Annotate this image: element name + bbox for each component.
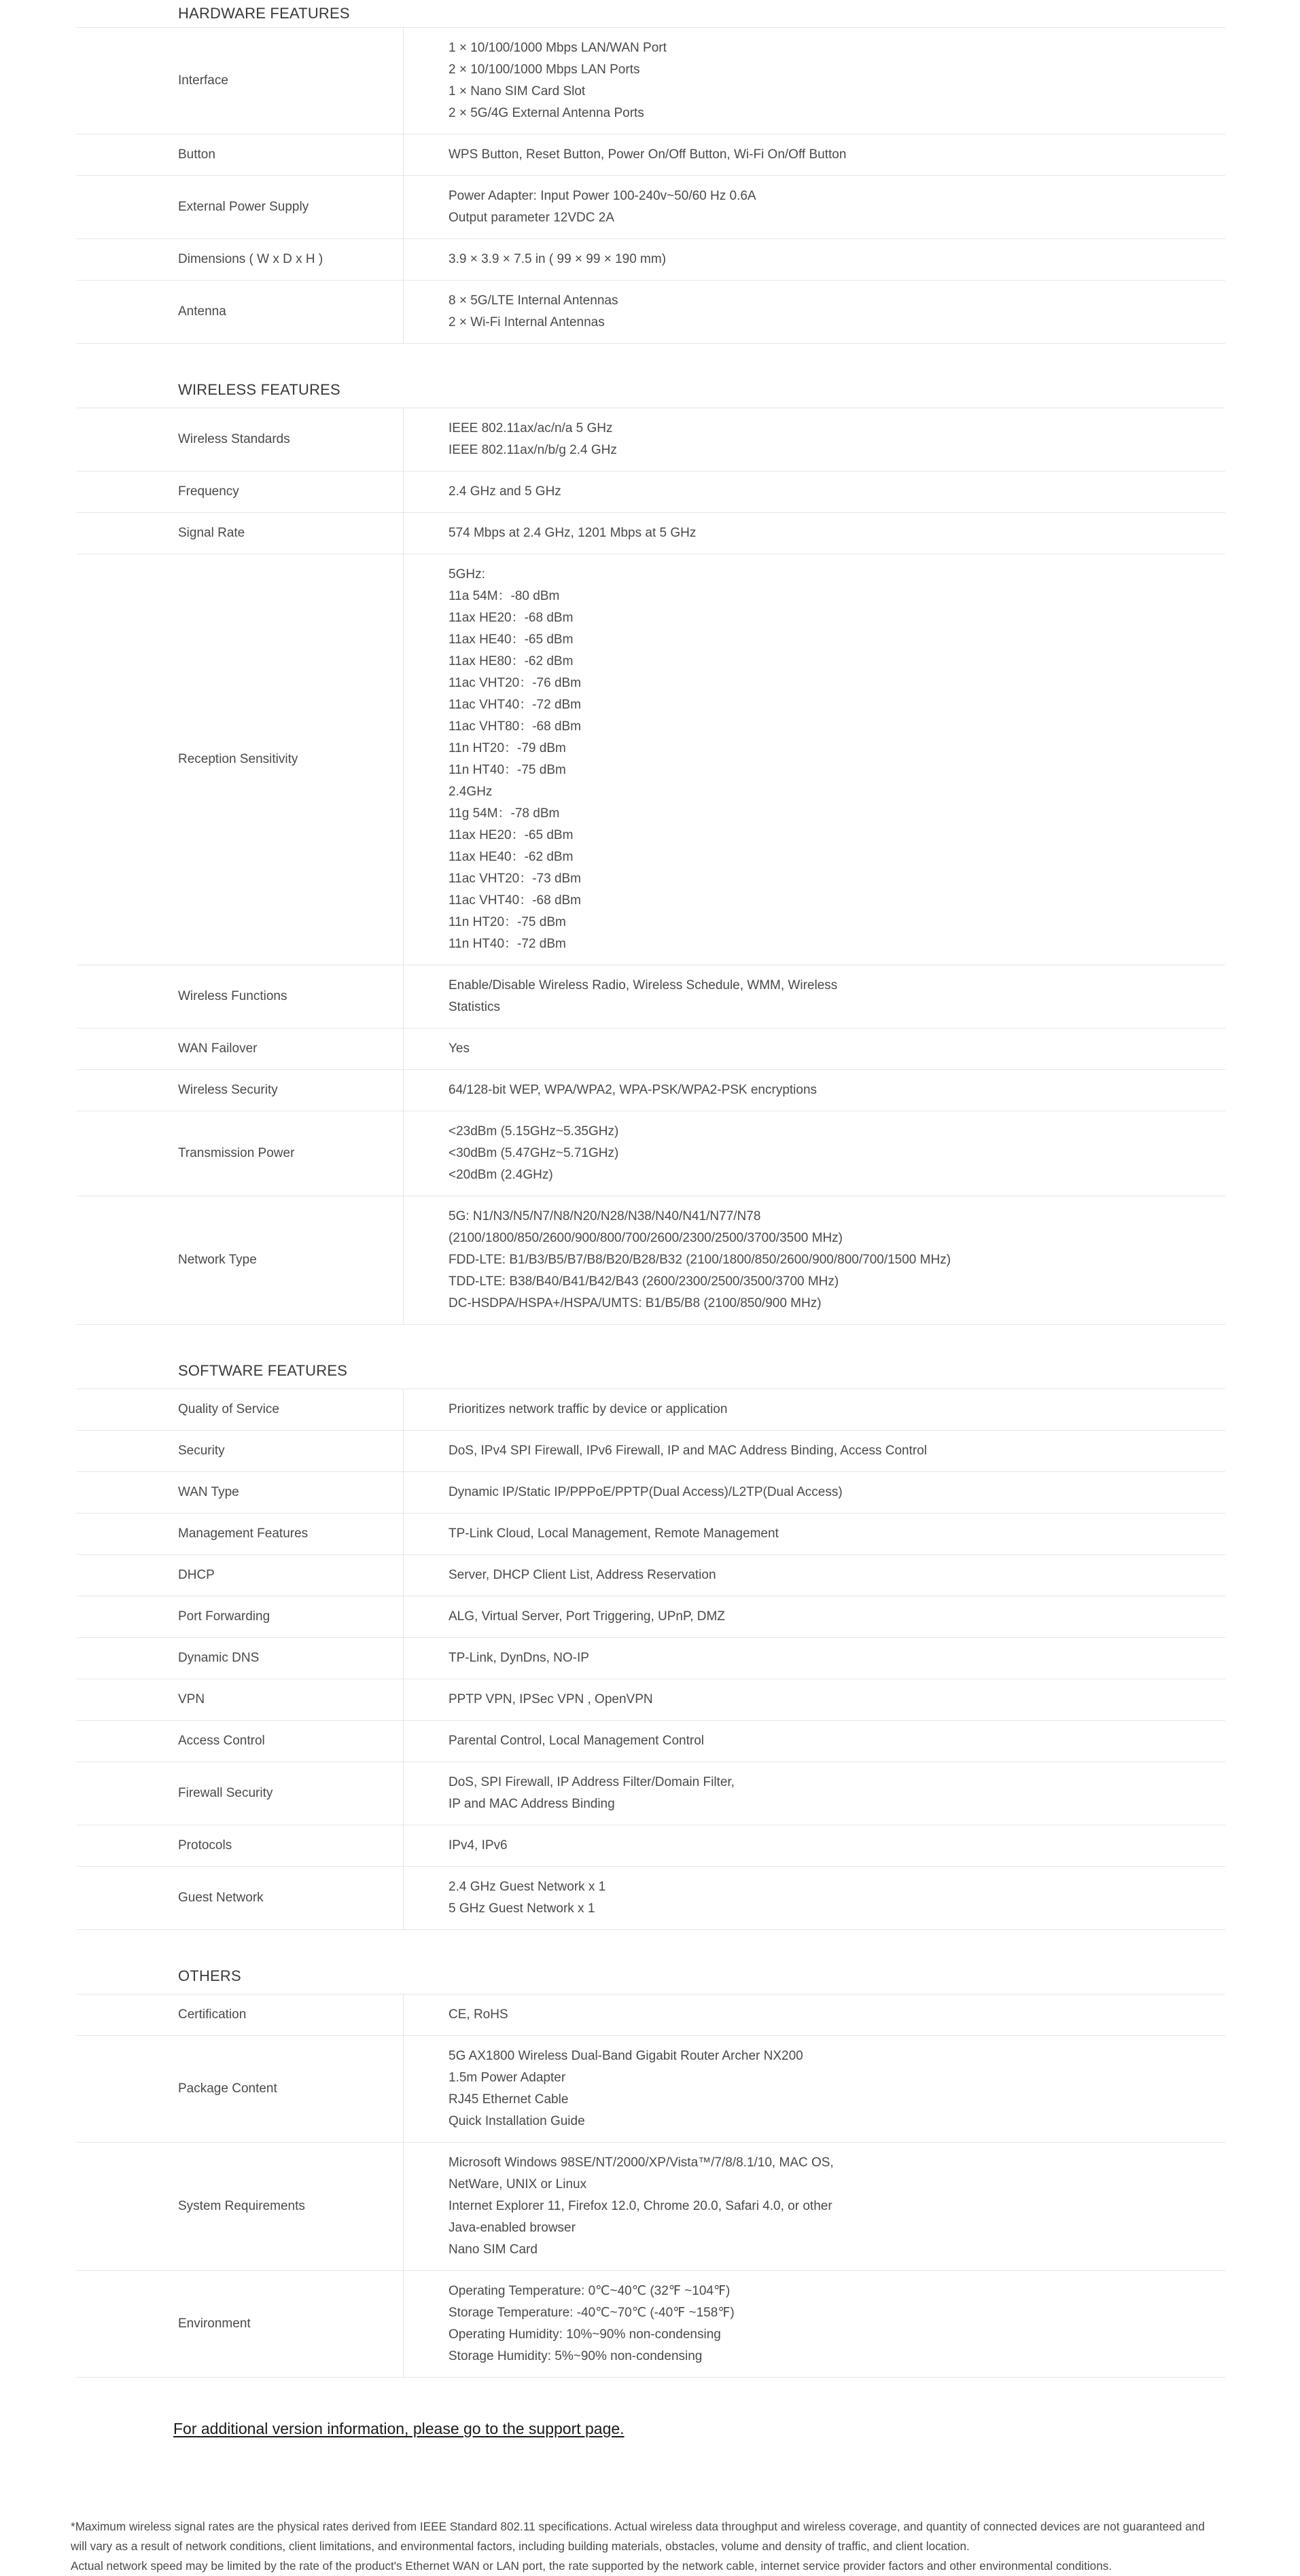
spec-row <box>77 2271 1225 2378</box>
spec-label: Antenna <box>77 281 404 343</box>
spec-value-line: IEEE 802.11ax/ac/n/a 5 GHz <box>449 421 613 435</box>
section-title: HARDWARE FEATURES <box>77 0 1225 28</box>
spec-row <box>77 1070 1225 1111</box>
spec-value-line: 11ac VHT80：-68 dBm <box>449 719 582 734</box>
spec-value <box>404 1070 1225 1111</box>
spec-value <box>404 1867 1225 1929</box>
spec-value-line: FDD-LTE: B1/B3/B5/B7/B8/B20/B28/B32 (2100/1800/850/2600/900/800/700/1500 MHz) <box>449 1253 951 1267</box>
spec-value-line: PPTP VPN, IPSec VPN , OpenVPN <box>449 1692 653 1706</box>
spec-value <box>404 2143 1225 2270</box>
spec-value <box>404 135 1225 175</box>
spec-value-line: Parental Control, Local Management Control <box>449 1734 704 1748</box>
section-title: SOFTWARE FEATURES <box>77 1357 1225 1389</box>
spec-value-line: 11g 54M：-78 dBm <box>449 806 560 821</box>
spec-label: WAN Failover <box>77 1028 404 1069</box>
spec-value <box>404 513 1225 554</box>
spec-value <box>404 1196 1225 1324</box>
spec-value <box>404 1028 1225 1069</box>
spec-row <box>77 1638 1225 1679</box>
spec-value <box>404 2271 1225 2377</box>
footnote <box>71 2517 1240 2576</box>
spec-value <box>404 554 1225 965</box>
spec-value-line: 11n HT20：-79 dBm <box>449 741 566 755</box>
spec-value-line: 1 × Nano SIM Card Slot <box>449 84 586 99</box>
footnote-line: Actual network speed may be limited by the rate of the product's Ethernet WAN or LAN port, the rate supported by the network cable, internet service provider factors and other environmental conditions. <box>71 2559 1112 2573</box>
spec-value-line: 2.4GHz <box>449 785 493 799</box>
spec-label: Certification <box>77 1994 404 2035</box>
spec-value-line: 1.5m Power Adapter <box>449 2071 566 2085</box>
spec-row <box>77 281 1225 344</box>
spec-row <box>77 1111 1225 1196</box>
spec-value-line: 11ax HE80：-62 dBm <box>449 654 574 668</box>
spec-value-line: 11a 54M：-80 dBm <box>449 589 560 603</box>
spec-label: Reception Sensitivity <box>77 554 404 965</box>
spec-value-line: 574 Mbps at 2.4 GHz, 1201 Mbps at 5 GHz <box>449 526 697 540</box>
spec-label: Package Content <box>77 2036 404 2142</box>
spec-row <box>77 1721 1225 1762</box>
spec-row <box>77 239 1225 281</box>
spec-label: System Requirements <box>77 2143 404 2270</box>
spec-table <box>77 1389 1225 1930</box>
spec-label: Wireless Standards <box>77 408 404 471</box>
spec-table <box>77 1994 1225 2378</box>
spec-label: Wireless Security <box>77 1070 404 1111</box>
spec-value-line: 2 × Wi-Fi Internal Antennas <box>449 315 605 329</box>
spec-value-line: TDD-LTE: B38/B40/B41/B42/B43 (2600/2300/2500/3500/3700 MHz) <box>449 1274 839 1289</box>
spec-value-line: 8 × 5G/LTE Internal Antennas <box>449 293 618 308</box>
spec-value-line: Operating Temperature: 0℃~40℃ (32℉ ~104℉) <box>449 2284 731 2298</box>
spec-row <box>77 1555 1225 1596</box>
spec-label: DHCP <box>77 1555 404 1596</box>
spec-value-line: Java-enabled browser <box>449 2221 576 2235</box>
spec-value <box>404 1825 1225 1866</box>
spec-row <box>77 2143 1225 2271</box>
spec-row <box>77 1762 1225 1825</box>
spec-label: Interface <box>77 28 404 134</box>
spec-table <box>77 28 1225 344</box>
spec-label: Port Forwarding <box>77 1596 404 1637</box>
spec-label: Quality of Service <box>77 1389 404 1430</box>
spec-value-line: Output parameter 12VDC 2A <box>449 211 614 225</box>
spec-value-line: IPv4, IPv6 <box>449 1838 508 1853</box>
spec-value-line: CE, RoHS <box>449 2007 508 2022</box>
spec-value-line: 2 × 10/100/1000 Mbps LAN Ports <box>449 62 640 77</box>
spec-value-line: WPS Button, Reset Button, Power On/Off Button, Wi-Fi On/Off Button <box>449 147 847 162</box>
spec-value <box>404 1762 1225 1825</box>
spec-value-line: 11ax HE40：-62 dBm <box>449 850 574 864</box>
spec-value <box>404 1679 1225 1720</box>
spec-value-line: NetWare, UNIX or Linux <box>449 2177 587 2192</box>
spec-value <box>404 1994 1225 2035</box>
section-title: OTHERS <box>77 1963 1225 1994</box>
spec-table <box>77 408 1225 1325</box>
spec-label: Management Features <box>77 1514 404 1554</box>
spec-value-line: 3.9 × 3.9 × 7.5 in ( 99 × 99 × 190 mm) <box>449 252 667 266</box>
spec-row <box>77 28 1225 135</box>
spec-value-line: 2.4 GHz and 5 GHz <box>449 484 561 499</box>
spec-label: Frequency <box>77 471 404 512</box>
spec-value-line: ALG, Virtual Server, Port Triggering, UPnP, DMZ <box>449 1609 725 1624</box>
spec-value-line: Power Adapter: Input Power 100-240v~50/60 Hz 0.6A <box>449 189 756 203</box>
spec-value <box>404 176 1225 238</box>
spec-row <box>77 1679 1225 1721</box>
spec-value-line: 11ax HE40：-65 dBm <box>449 632 574 647</box>
spec-label: Dimensions ( W x D x H ) <box>77 239 404 280</box>
footnote-line: will vary as a result of network conditions, client limitations, and environmental factors, including building materials, obstacles, volume and density of traffic, and client location. <box>71 2539 970 2553</box>
spec-label: WAN Type <box>77 1472 404 1513</box>
spec-value-line: 2 × 5G/4G External Antenna Ports <box>449 106 644 120</box>
spec-value-line: <30dBm (5.47GHz~5.71GHz) <box>449 1146 619 1160</box>
spec-value-line: Dynamic IP/Static IP/PPPoE/PPTP(Dual Access)/L2TP(Dual Access) <box>449 1485 843 1499</box>
spec-value-line: Microsoft Windows 98SE/NT/2000/XP/Vista™/7/8/8.1/10, MAC OS, <box>449 2155 834 2170</box>
spec-value <box>404 471 1225 512</box>
spec-section <box>77 0 1225 344</box>
spec-label: Network Type <box>77 1196 404 1324</box>
spec-row <box>77 554 1225 965</box>
spec-value-line: 11ac VHT20：-73 dBm <box>449 872 582 886</box>
spec-value-line: Statistics <box>449 1000 501 1014</box>
spec-value <box>404 1514 1225 1554</box>
spec-value-line: 5 GHz Guest Network x 1 <box>449 1901 595 1916</box>
spec-value <box>404 1638 1225 1679</box>
spec-value-line: 11n HT40：-75 dBm <box>449 763 566 777</box>
spec-section <box>77 1930 1225 2378</box>
spec-value-line: DoS, IPv4 SPI Firewall, IPv6 Firewall, IP and MAC Address Binding, Access Control <box>449 1444 927 1458</box>
spec-value-line: 11ac VHT40：-72 dBm <box>449 698 582 712</box>
spec-value-line: <23dBm (5.15GHz~5.35GHz) <box>449 1124 619 1139</box>
spec-label: Protocols <box>77 1825 404 1866</box>
spec-value-line: 5G: N1/N3/N5/N7/N8/N20/N28/N38/N40/N41/N77/N78 <box>449 1209 761 1223</box>
support-page-link[interactable]: For additional version information, please go to the support page. <box>173 2420 625 2437</box>
spec-label: Firewall Security <box>77 1762 404 1825</box>
spec-row <box>77 513 1225 554</box>
spec-value-line: Nano SIM Card <box>449 2242 538 2257</box>
spec-value-line: Enable/Disable Wireless Radio, Wireless Schedule, WMM, Wireless <box>449 978 838 992</box>
spec-label: External Power Supply <box>77 176 404 238</box>
spec-row <box>77 1825 1225 1867</box>
spec-value <box>404 239 1225 280</box>
spec-row <box>77 135 1225 176</box>
spec-value-line: 5GHz: <box>449 567 485 582</box>
spec-row <box>77 408 1225 471</box>
spec-section <box>77 344 1225 1325</box>
spec-label: Security <box>77 1431 404 1471</box>
spec-value <box>404 1721 1225 1761</box>
spec-value-line: 1 × 10/100/1000 Mbps LAN/WAN Port <box>449 41 667 55</box>
section-gap <box>77 1325 1225 1357</box>
spec-value-line: 11ac VHT40：-68 dBm <box>449 893 582 908</box>
spec-label: Environment <box>77 2271 404 2377</box>
spec-value <box>404 1431 1225 1471</box>
spec-value <box>404 965 1225 1028</box>
spec-row <box>77 1472 1225 1514</box>
spec-row <box>77 1867 1225 1930</box>
spec-value-line: 11n HT40：-72 dBm <box>449 937 566 951</box>
spec-value-line: RJ45 Ethernet Cable <box>449 2092 569 2107</box>
spec-row <box>77 1028 1225 1070</box>
spec-label: Button <box>77 135 404 175</box>
spec-value <box>404 1596 1225 1637</box>
spec-label: Transmission Power <box>77 1111 404 1196</box>
spec-value-line: 11ax HE20：-65 dBm <box>449 828 574 842</box>
spec-label: Wireless Functions <box>77 965 404 1028</box>
spec-row <box>77 176 1225 239</box>
spec-value-line: (2100/1800/850/2600/900/800/700/2600/2300/2500/3700/3500 MHz) <box>449 1231 843 1245</box>
spec-label: Access Control <box>77 1721 404 1761</box>
spec-value <box>404 281 1225 343</box>
spec-row <box>77 965 1225 1028</box>
spec-value-line: 5G AX1800 Wireless Dual-Band Gigabit Router Archer NX200 <box>449 2049 803 2063</box>
section-title: WIRELESS FEATURES <box>77 376 1225 408</box>
spec-value-line: TP-Link Cloud, Local Management, Remote Management <box>449 1526 779 1541</box>
spec-label: Dynamic DNS <box>77 1638 404 1679</box>
spec-value <box>404 2036 1225 2142</box>
spec-value-line: 11ac VHT20：-76 dBm <box>449 676 582 690</box>
spec-value-line: TP-Link, DynDns, NO-IP <box>449 1651 589 1665</box>
section-gap <box>77 344 1225 376</box>
section-gap <box>77 1930 1225 1963</box>
spec-value <box>404 1472 1225 1513</box>
spec-row <box>77 1196 1225 1325</box>
spec-value-line: Server, DHCP Client List, Address Reservation <box>449 1568 716 1582</box>
spec-value-line: 11n HT20：-75 dBm <box>449 915 566 929</box>
spec-label: Guest Network <box>77 1867 404 1929</box>
spec-value-line: Storage Humidity: 5%~90% non-condensing <box>449 2349 703 2363</box>
spec-value-line: IEEE 802.11ax/n/b/g 2.4 GHz <box>449 443 617 457</box>
spec-row <box>77 1431 1225 1472</box>
spec-value <box>404 1111 1225 1196</box>
spec-value-line: 11ax HE20：-68 dBm <box>449 611 574 625</box>
spec-section <box>77 1325 1225 1930</box>
footnote-line: *Maximum wireless signal rates are the physical rates derived from IEEE Standard 802.11 specifications. Actual wireless data throughput and wireless coverage, and quantity of connected devices are not guaranteed and <box>71 2520 1205 2533</box>
spec-value <box>404 28 1225 134</box>
spec-label: Signal Rate <box>77 513 404 554</box>
spec-value-line: Quick Installation Guide <box>449 2114 585 2128</box>
spec-row <box>77 1389 1225 1431</box>
spec-value-line: IP and MAC Address Binding <box>449 1797 615 1811</box>
spec-value-line: DoS, SPI Firewall, IP Address Filter/Domain Filter, <box>449 1775 735 1789</box>
spec-value-line: Operating Humidity: 10%~90% non-condensing <box>449 2327 721 2342</box>
spec-label: VPN <box>77 1679 404 1720</box>
spec-value <box>404 1555 1225 1596</box>
spec-value-line: <20dBm (2.4GHz) <box>449 1168 553 1182</box>
spec-value <box>404 1389 1225 1430</box>
spec-value-line: 64/128-bit WEP, WPA/WPA2, WPA-PSK/WPA2-PSK encryptions <box>449 1083 818 1097</box>
spec-value-line: Internet Explorer 11, Firefox 12.0, Chrome 20.0, Safari 4.0, or other <box>449 2199 832 2213</box>
spec-value-line: Prioritizes network traffic by device or application <box>449 1402 728 1416</box>
spec-row <box>77 1514 1225 1555</box>
spec-row <box>77 471 1225 513</box>
spec-value-line: 2.4 GHz Guest Network x 1 <box>449 1880 606 1894</box>
spec-row <box>77 2036 1225 2143</box>
spec-value-line: Yes <box>449 1041 470 1056</box>
spec-row <box>77 1994 1225 2036</box>
spec-row <box>77 1596 1225 1638</box>
spec-value-line: DC-HSDPA/HSPA+/HSPA/UMTS: B1/B5/B8 (2100/850/900 MHz) <box>449 1296 822 1310</box>
spec-value <box>404 408 1225 471</box>
spec-value-line: Storage Temperature: -40℃~70℃ (-40℉ ~158℉) <box>449 2306 735 2320</box>
